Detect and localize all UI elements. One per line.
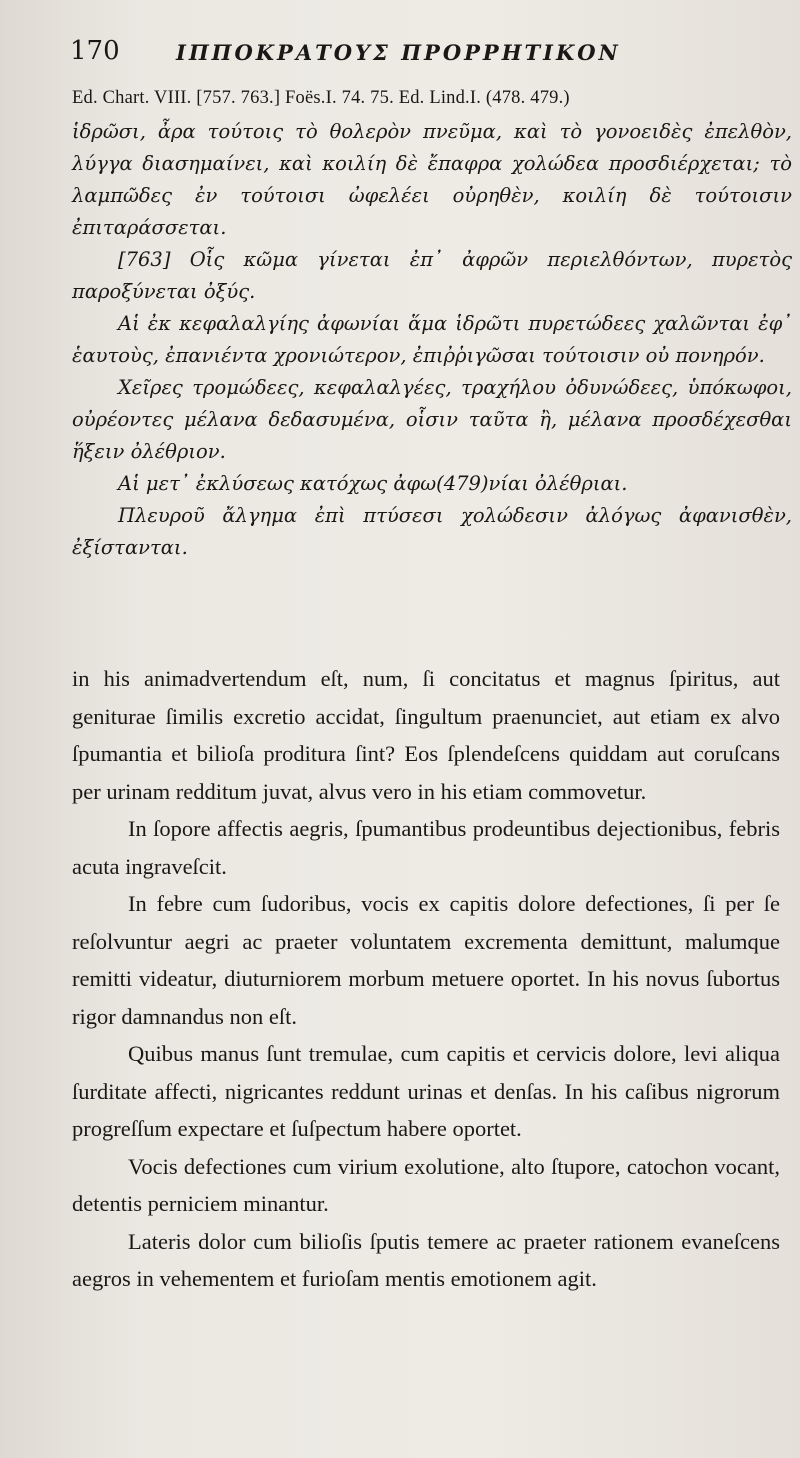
greek-paragraph: Αἱ μετ᾽ ἐκλύσεως κατόχως ἀφω(479)νίαι ὀλέθριαι. <box>118 472 628 495</box>
greek-paragraph: [763] Οἷς κῶμα γίνεται ἐπ᾽ ἀφρῶν περιελθόντων, πυρετὸς παροξύνεται ὀξύς. <box>72 248 792 303</box>
latin-paragraph: In ſopore affectis aegris, ſpumantibus prodeuntibus dejectionibus, febris acuta ingraveſcit. <box>72 816 780 879</box>
latin-paragraph: Lateris dolor cum bilioſis ſputis temere ac praeter rationem evaneſcens aegros in vehementem et furioſam mentis emotionem agit. <box>72 1228 780 1291</box>
latin-paragraph: In febre cum ſudoribus, vocis ex capitis dolore defectiones, ſi per ſe reſolvuntur aegri ac praeter voluntatem excrementa demittunt, malumque remitti videatur, diuturniorem morbum metuere oportet. In his novus ſubortus rigor damnandus non eſt. <box>72 891 780 1029</box>
latin-paragraph: Quibus manus ſunt tremulae, cum capitis et cervicis dolore, levi aliqua ſurditate affecti, nigricantes reddunt urinas et denſas. In his caſibus nigrorum progreſſum expectare et ſuſpectum habere oportet. <box>72 1041 780 1141</box>
greek-text-block <box>72 82 792 564</box>
greek-paragraph: Χεῖρες τρομώδεες, κεφαλαλγέες, τραχήλου ὀδυνώδεες, ὑπόκωφοι, οὐρέοντες μέλανα δεδασυμένα, οἷσιν ταῦτα ἢ, μέλανα προσδέχεσθαι ἥξειν ὀλέθριον. <box>72 376 792 463</box>
greek-paragraph: Αἱ ἐκ κεφαλαλγίης ἀφωνίαι ἅμα ἱδρῶτι πυρετώδεες χαλῶνται ἐφ᾽ ἑαυτοὺς, ἐπανιέντα χρονιώτερον, ἐπιῤῥιγῶσαι τούτοισιν οὐ πονηρόν. <box>72 312 792 367</box>
latin-translation-block <box>72 660 780 1298</box>
page-header <box>70 26 770 76</box>
edition-reference-line: Ed. Chart. VIII. [757. 763.] Foës.I. 74. 75. Ed. Lind.I. (478. 479.) <box>72 88 570 108</box>
greek-paragraph: Πλευροῦ ἄλγημα ἐπὶ πτύσεσι χολώδεσιν ἀλόγως ἀφανισθὲν, ἐξίστανται. <box>72 504 792 559</box>
running-title: ΙΠΠΟΚΡΑΤΟΥΣ ΠΡΟΡΡΗΤΙΚΟΝ <box>176 40 621 65</box>
latin-paragraph: Vocis defectiones cum virium exolutione, alto ſtupore, catochon vocant, detentis perniciem minantur. <box>72 1153 780 1216</box>
page-number: 170 <box>70 36 120 66</box>
greek-paragraph: ἱδρῶσι, ἆρα τούτοις τὸ θολερὸν πνεῦμα, καὶ τὸ γονοειδὲς ἐπελθὸν, λύγγα διασημαίνει, καὶ κοιλίη δὲ ἔπαφρα χολώδεα προσδιέρχεται; τὸ λαμπῶδες ἐν τούτοισι ὠφελέει οὐρηθὲν, κοιλίη δὲ τούτοισιν ἐπιταράσσεται. <box>72 120 792 239</box>
latin-paragraph: in his animadvertendum eſt, num, ſi concitatus et magnus ſpiritus, aut geniturae ſimilis excretio accidat, ſingultum praenunciet, aut etiam ex alvo ſpumantia et bilioſa proditura ſint? Eos ſplendeſcens quiddam aut coruſcans per urinam redditum juvat, alvus vero in his etiam commovetur. <box>72 666 780 804</box>
